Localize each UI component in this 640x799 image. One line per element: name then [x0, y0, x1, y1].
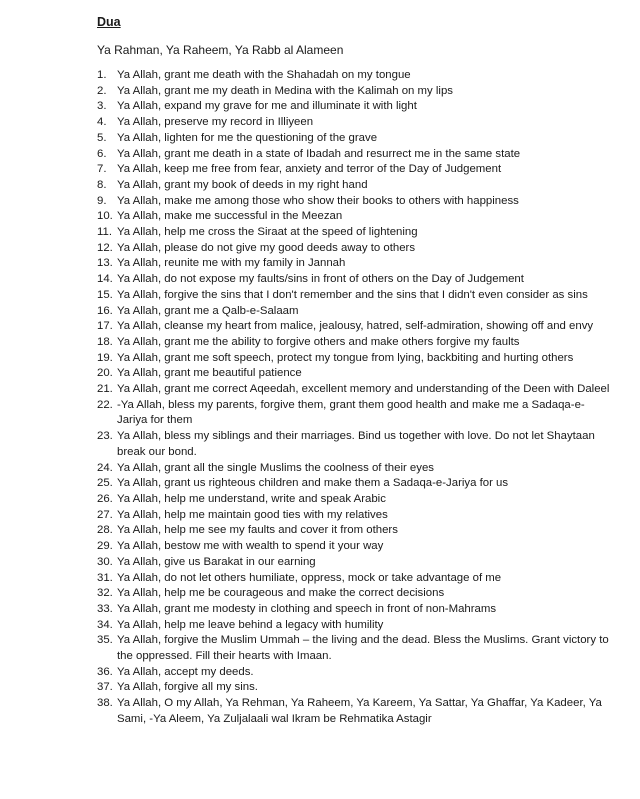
- list-item-text: Ya Allah, grant me my death in Medina with the Kalimah on my lips: [117, 84, 453, 97]
- list-item-number: 12.: [97, 241, 113, 254]
- list-item: [97, 68, 610, 84]
- list-item-text: Ya Allah, help me cross the Siraat at the speed of lightening: [117, 226, 418, 239]
- list-item-text: Ya Allah, lighten for me the questioning of the grave: [117, 131, 378, 144]
- list-item: [97, 335, 610, 351]
- list-item-number: 13.: [97, 257, 113, 270]
- list-item-text: -Ya Allah, bless my parents, forgive them, grant them good health and make me a Sadaqa-e-Jariya for them: [117, 398, 585, 427]
- list-item-number: 5.: [97, 131, 107, 144]
- list-item-text: Ya Allah, grant me death with the Shahadah on my tongue: [117, 69, 411, 81]
- list-item-number: 8.: [97, 178, 107, 191]
- list-item-number: 3.: [97, 100, 107, 113]
- list-item: [97, 178, 610, 194]
- list-item: [97, 476, 610, 492]
- list-item-number: 38.: [97, 697, 113, 710]
- list-item: [97, 99, 610, 115]
- list-item: [97, 225, 610, 241]
- list-item: [97, 523, 610, 539]
- list-item-number: 15.: [97, 288, 113, 301]
- list-item: [97, 680, 610, 696]
- list-item: [97, 665, 610, 681]
- list-item-number: 33.: [97, 602, 113, 615]
- list-item-number: 9.: [97, 194, 107, 207]
- list-item-text: Ya Allah, help me understand, write and speak Arabic: [117, 492, 386, 505]
- list-item-text: Ya Allah, do not expose my faults/sins in front of others on the Day of Judgement: [117, 273, 524, 286]
- list-item-number: 24.: [97, 461, 113, 474]
- list-item: [97, 319, 610, 335]
- list-item-number: 18.: [97, 335, 113, 348]
- list-item-text: Ya Allah, help me be courageous and make the correct decisions: [117, 587, 445, 600]
- list-item-text: Ya Allah, make me successful in the Meezan: [117, 210, 343, 223]
- list-item-text: Ya Allah, bestow me with wealth to spend it your way: [117, 540, 384, 553]
- list-item: [97, 461, 610, 477]
- list-item-text: Ya Allah, do not let others humiliate, oppress, mock or take advantage of me: [117, 571, 502, 584]
- list-item-text: Ya Allah, expand my grave for me and illuminate it with light: [117, 100, 417, 113]
- list-item-number: 4.: [97, 116, 107, 129]
- list-item-number: 31.: [97, 571, 113, 584]
- list-item: [97, 241, 610, 257]
- list-item-number: 17.: [97, 320, 113, 333]
- list-item-number: 1.: [97, 69, 107, 81]
- list-item-number: 26.: [97, 492, 113, 505]
- list-item: [97, 696, 610, 727]
- list-item-number: 36.: [97, 665, 113, 678]
- list-item-number: 28.: [97, 524, 113, 537]
- list-item: [97, 555, 610, 571]
- list-item-number: 10.: [97, 210, 113, 223]
- list-item-text: Ya Allah, help me see my faults and cover it from others: [117, 524, 398, 537]
- document-title: Dua: [97, 15, 121, 29]
- list-item: [97, 398, 610, 429]
- list-item: [97, 209, 610, 225]
- list-item-text: Ya Allah, grant my book of deeds in my right hand: [117, 178, 368, 191]
- document-subtitle: Ya Rahman, Ya Raheem, Ya Rabb al Alameen: [97, 43, 344, 57]
- list-item-text: Ya Allah, grant all the single Muslims the coolness of their eyes: [117, 461, 434, 474]
- list-item-number: 16.: [97, 304, 113, 317]
- list-item: [97, 256, 610, 272]
- list-item-number: 32.: [97, 587, 113, 600]
- list-item: [97, 586, 610, 602]
- list-item: [97, 194, 610, 210]
- list-item: [97, 84, 610, 100]
- list-item-text: Ya Allah, bless my siblings and their marriages. Bind us together with love. Do not let Shaytaan break our bond.: [117, 430, 595, 458]
- list-item-text: Ya Allah, forgive the Muslim Ummah – the living and the dead. Bless the Muslims. Grant victory to the oppressed. Fill their hearts with Imaan.: [117, 634, 609, 663]
- list-item: [97, 429, 610, 460]
- list-item-text: Ya Allah, grant me correct Aqeedah, excellent memory and understanding of the Deen with Daleel: [117, 383, 610, 396]
- list-item-text: Ya Allah, grant me the ability to forgive others and make others forgive my faults: [117, 335, 520, 348]
- list-item-number: 19.: [97, 351, 113, 364]
- list-item: [97, 366, 610, 382]
- list-item-text: Ya Allah, help me leave behind a legacy with humility: [117, 618, 384, 631]
- list-item: [97, 288, 610, 304]
- list-item-text: Ya Allah, grant me death in a state of Ibadah and resurrect me in the same state: [117, 147, 521, 160]
- list-item-number: 27.: [97, 508, 113, 521]
- list-item-number: 11.: [97, 226, 112, 239]
- list-item-number: 35.: [97, 634, 113, 647]
- list-item-text: Ya Allah, accept my deeds.: [117, 665, 254, 678]
- list-item-number: 2.: [97, 84, 107, 97]
- list-item: [97, 147, 610, 163]
- list-item-number: 30.: [97, 555, 113, 568]
- list-item-number: 29.: [97, 540, 113, 553]
- list-item-text: Ya Allah, cleanse my heart from malice, jealousy, hatred, self-admiration, showing off and envy: [117, 320, 594, 333]
- list-item-number: 7.: [97, 163, 107, 176]
- list-item: [97, 492, 610, 508]
- list-item: [97, 351, 610, 367]
- list-item-text: Ya Allah, grant me soft speech, protect my tongue from lying, backbiting and hurting others: [117, 351, 574, 364]
- list-item-text: Ya Allah, please do not give my good deeds away to others: [117, 241, 416, 254]
- list-item: [97, 272, 610, 288]
- list-item-number: 25.: [97, 477, 113, 490]
- list-item-text: Ya Allah, grant me a Qalb-e-Salaam: [117, 304, 299, 317]
- list-item-number: 6.: [97, 147, 107, 160]
- list-item-text: Ya Allah, grant me modesty in clothing and speech in front of non-Mahrams: [117, 602, 497, 615]
- dua-list: [97, 68, 610, 728]
- list-item-number: 34.: [97, 618, 113, 631]
- list-item: [97, 602, 610, 618]
- list-item: [97, 539, 610, 555]
- list-item-number: 37.: [97, 681, 113, 694]
- list-item: [97, 304, 610, 320]
- list-item: [97, 162, 610, 178]
- list-item: [97, 131, 610, 147]
- list-item-text: Ya Allah, reunite me with my family in Jannah: [117, 257, 346, 270]
- list-item-text: Ya Allah, give us Barakat in our earning: [117, 555, 316, 568]
- list-item-number: 23.: [97, 430, 113, 443]
- list-item-number: 22.: [97, 398, 113, 411]
- list-item-text: Ya Allah, grant us righteous children and make them a Sadaqa-e-Jariya for us: [117, 477, 509, 490]
- list-item-text: Ya Allah, keep me free from fear, anxiety and terror of the Day of Judgement: [117, 163, 502, 176]
- list-item-text: Ya Allah, O my Allah, Ya Rehman, Ya Raheem, Ya Kareem, Ya Sattar, Ya Ghaffar, Ya Kadeer, Ya Sami, -Ya Aleem, Ya Zuljalaali wal Ikram be Rehmatika Astagir: [117, 697, 602, 725]
- list-item-text: Ya Allah, forgive the sins that I don't remember and the sins that I didn't even consider as sins: [117, 288, 588, 301]
- list-item: [97, 618, 610, 634]
- list-item: [97, 382, 610, 398]
- list-item-number: 14.: [97, 273, 113, 286]
- list-item: [97, 115, 610, 131]
- list-item-text: Ya Allah, help me maintain good ties with my relatives: [117, 508, 388, 521]
- list-item: [97, 571, 610, 587]
- list-item-number: 20.: [97, 367, 113, 380]
- list-item-text: Ya Allah, forgive all my sins.: [117, 681, 258, 694]
- list-item-text: Ya Allah, grant me beautiful patience: [117, 367, 302, 380]
- list-item-text: Ya Allah, make me among those who show their books to others with happiness: [117, 194, 519, 207]
- list-item-number: 21.: [97, 383, 113, 396]
- list-item-text: Ya Allah, preserve my record in Illiyeen: [117, 116, 314, 129]
- list-item: [97, 633, 610, 664]
- list-item: [97, 508, 610, 524]
